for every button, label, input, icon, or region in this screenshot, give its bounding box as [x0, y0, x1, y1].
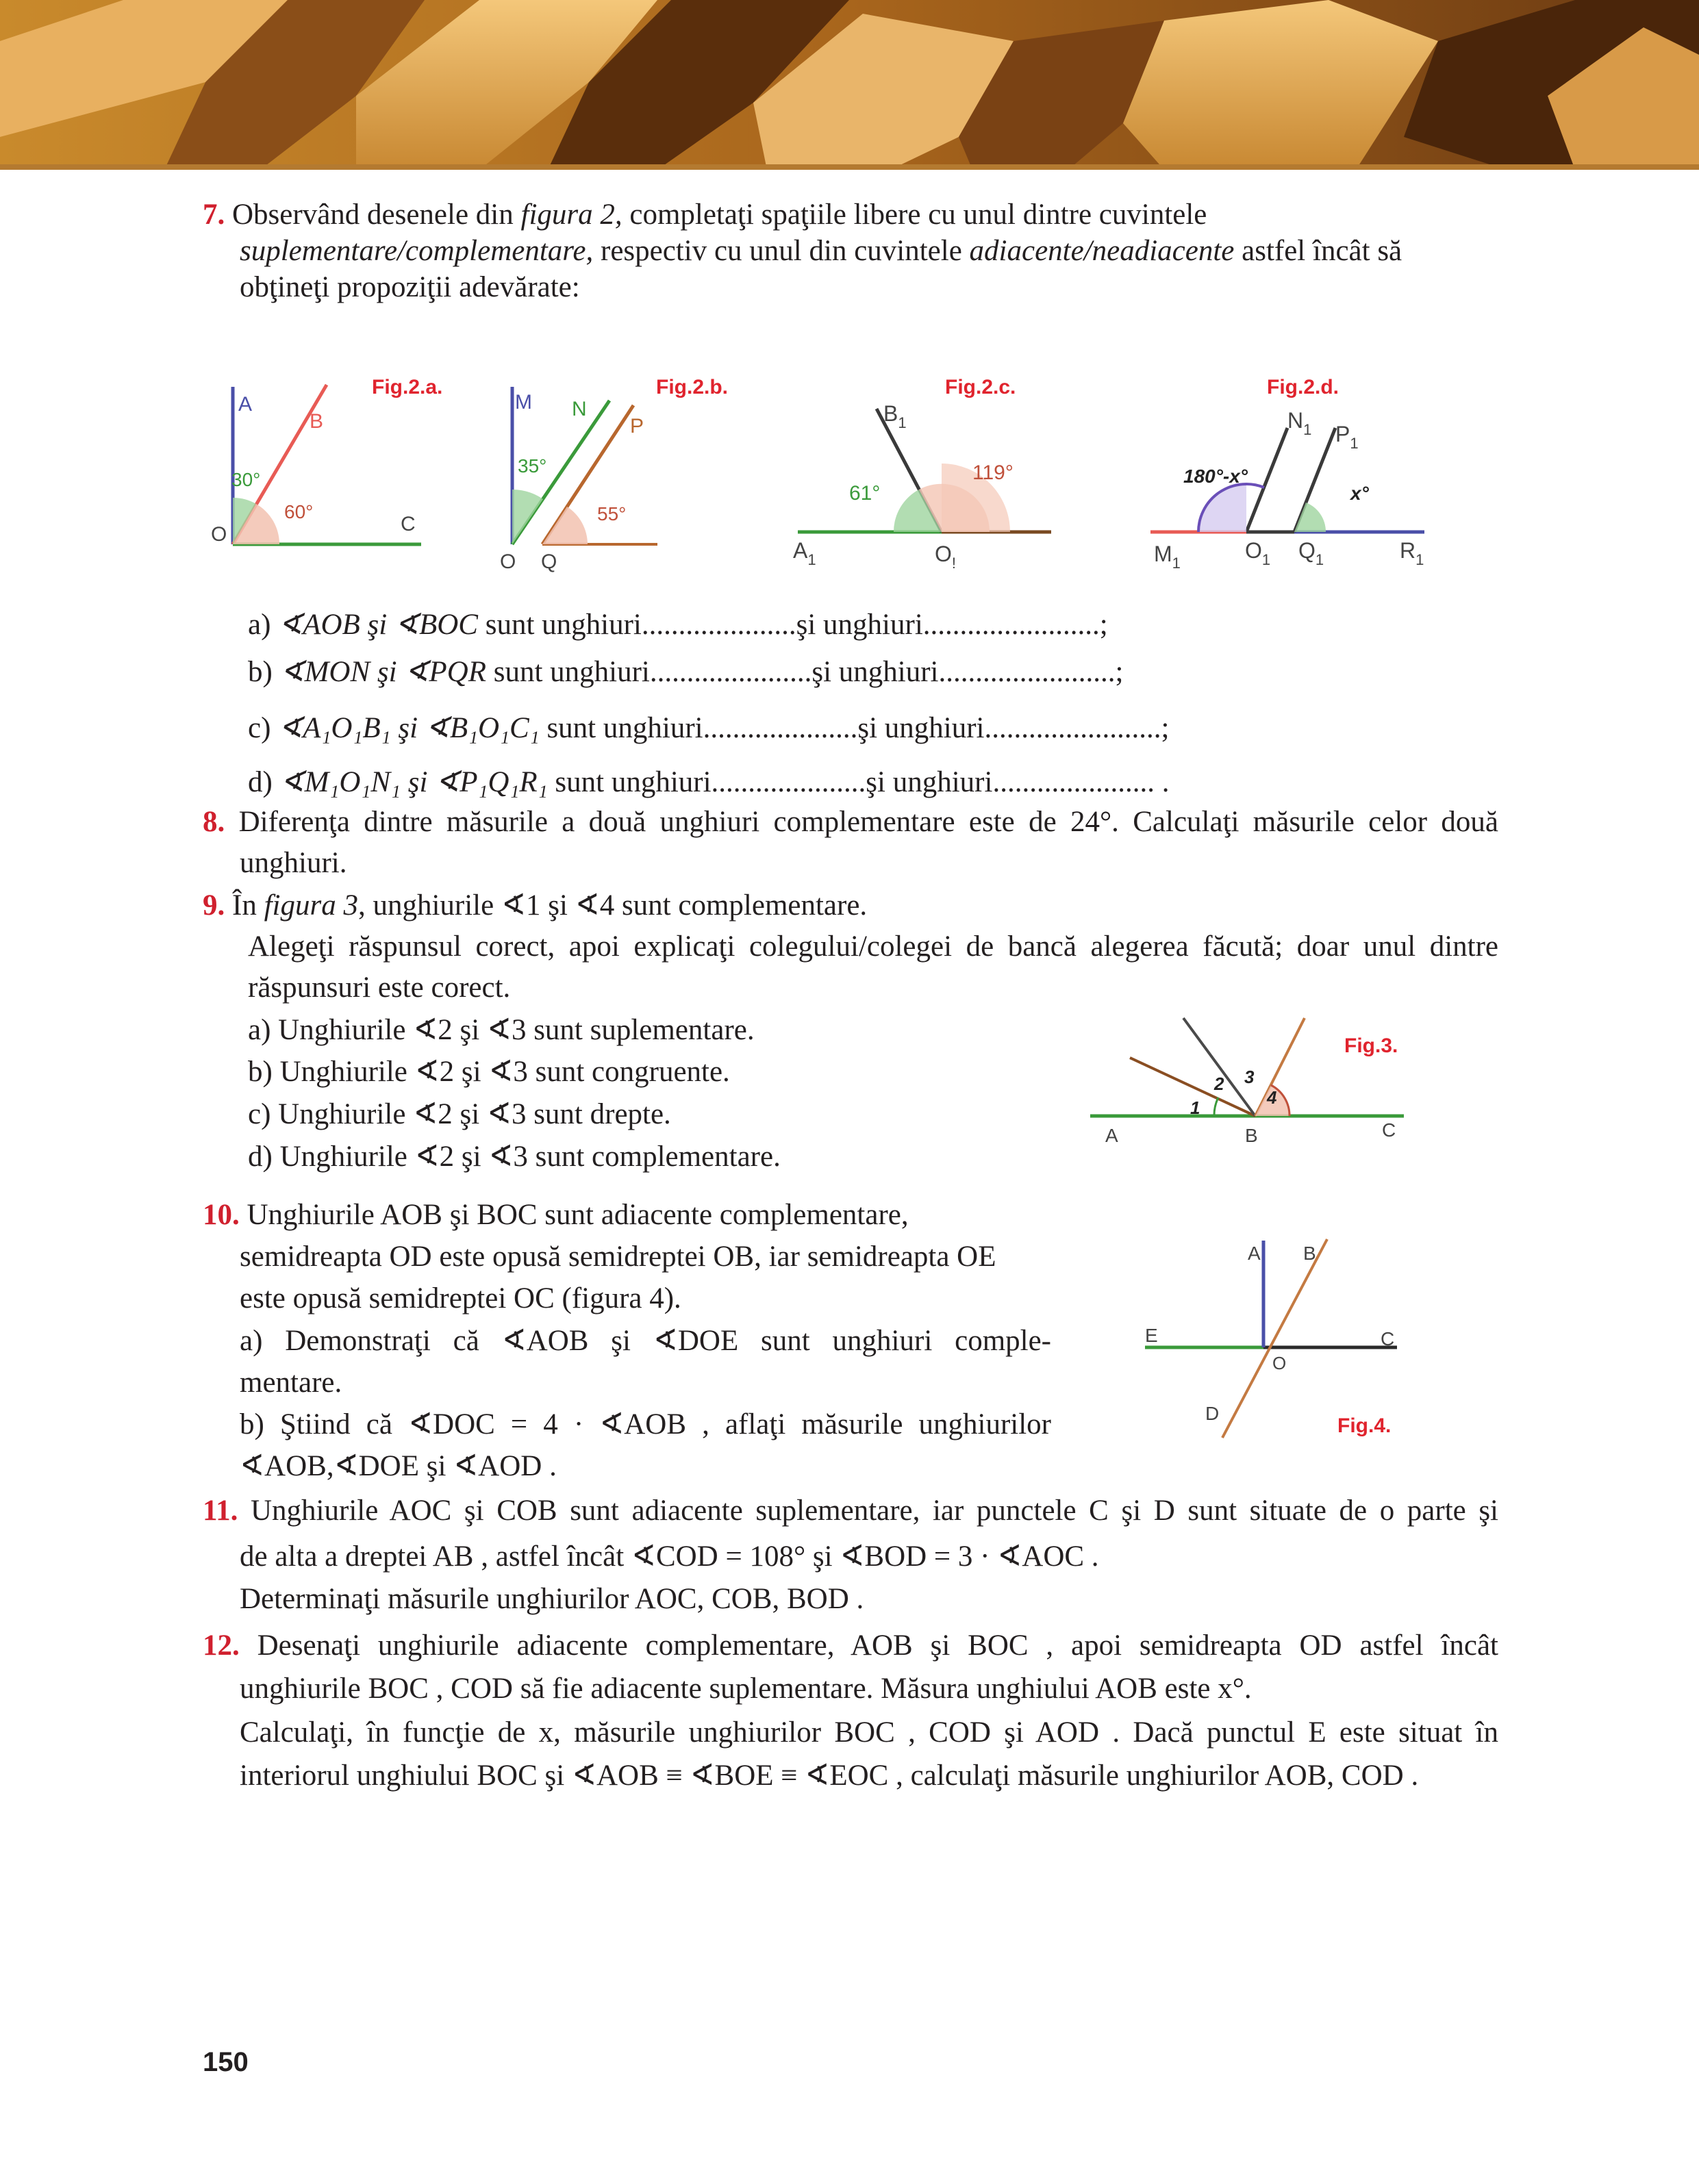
- page-number: 150: [203, 2047, 249, 2077]
- fig2b-label-m: M: [515, 391, 532, 414]
- fig3-label-c: C: [1382, 1119, 1396, 1141]
- ex11-line3: Determinaţi măsurile unghiurilor AOC, COB, BOD .: [240, 1583, 864, 1615]
- ex7-text: suplementare/complementare,: [240, 235, 594, 267]
- ex9-option-b: b) Unghiurile ∢2 şi ∢3 sunt congruente.: [248, 1056, 730, 1088]
- ex8-line1: 8. Diferenţa dintre măsurile a două unghiuri complementare este de 24°. Calculaţi măsurile celor două: [203, 806, 1499, 838]
- ex10-line1: 10. Unghiurile AOB şi BOC sunt adiacente complementare,: [203, 1199, 909, 1231]
- ex7-text: astfel încât să: [1234, 235, 1402, 267]
- fig3-title: Fig.3.: [1344, 1034, 1398, 1057]
- ex10-line2: semidreapta OD este opusă semidreptei OB, iar semidreapta OE: [240, 1241, 996, 1273]
- fig2d-label-m: $M_1$: [1154, 542, 1181, 572]
- fig2b-angle-2: 55°: [597, 503, 627, 524]
- ex7-line3: obţineţi propoziţii adevărate:: [240, 271, 580, 303]
- ex10-line6: b) Ştiind că ∢DOC = 4 · ∢AOB , aflaţi măsurile unghiurilor: [240, 1408, 1051, 1440]
- fig2d-title: Fig.2.d.: [1267, 376, 1339, 398]
- fig2d-label-r: $R_1$: [1400, 538, 1424, 568]
- fig4-label-b: B: [1303, 1243, 1316, 1264]
- fig4-label-d: D: [1205, 1403, 1220, 1424]
- fig2c-label-o: $O_!$: [935, 542, 957, 572]
- ex7-item-d: d) ∢M₁O₁N₁ şi ∢P₁Q₁R₁ sunt unghiuri.....................şi unghiuri...................... .: [248, 766, 1170, 798]
- ex9-number: 9.: [203, 889, 225, 922]
- ex11-number: 11.: [203, 1495, 238, 1527]
- fig2d-label-q: $Q_1$: [1298, 538, 1324, 568]
- ex11-line1: 11. Unghiurile AOC şi COB sunt adiacente suplementare, iar punctele C şi D sunt situate de o parte şi: [203, 1495, 1499, 1527]
- ex10-line5: mentare.: [240, 1367, 342, 1399]
- fig2b-title: Fig.2.b.: [656, 376, 728, 398]
- fig2b-label-q: Q: [541, 550, 557, 573]
- figure-2: [199, 370, 1445, 582]
- ex7-item-c: c) ∢A₁O₁B₁ şi ∢B₁O₁C₁ sunt unghiuri.....................şi unghiuri........................;: [248, 712, 1170, 744]
- fig4-label-c: C: [1381, 1328, 1395, 1349]
- fig2a-title: Fig.2.a.: [372, 376, 443, 398]
- fig2d-label-n: $N_1$: [1287, 408, 1312, 438]
- ex7-item-b: b) ∢MON şi ∢PQR sunt unghiuri......................şi unghiuri........................;: [248, 656, 1124, 688]
- ex7-number: 7.: [203, 199, 225, 231]
- fig2a-label-b: B: [310, 410, 324, 433]
- fig2c-label-b: $B_1$: [883, 401, 907, 431]
- ex9-option-c: c) Unghiurile ∢2 şi ∢3 sunt drepte.: [248, 1098, 671, 1130]
- ex10-line3: este opusă semidreptei OC (figura 4).: [240, 1282, 681, 1315]
- fig2c-angle-1: 61°: [849, 482, 881, 505]
- fig2b-angle-1: 35°: [518, 455, 547, 477]
- fig2c-angle-2: 119°: [972, 461, 1014, 484]
- fig2c: [793, 376, 1051, 572]
- fig3-angle-1: 1: [1190, 1097, 1200, 1118]
- fig2d-angle-1: 180°-x°: [1183, 466, 1248, 487]
- fig2a-label-a: A: [238, 393, 253, 416]
- ex7-text: figura 2,: [520, 199, 622, 231]
- ex9-line2: Alegeţi răspunsul corect, apoi explicaţi colegului/colegei de bancă alegerea făcută; doar unul dintre: [248, 930, 1498, 963]
- fig2a-angle-1: 30°: [231, 469, 261, 490]
- fig2d-label-o: $O_1$: [1245, 538, 1271, 568]
- fig2a-label-c: C: [401, 513, 416, 535]
- fig2a-angle-2: 60°: [284, 501, 314, 522]
- fig2b-label-o: O: [500, 550, 516, 573]
- fig2b: [500, 376, 728, 573]
- fig2d-angle-2: x°: [1350, 483, 1369, 504]
- ex12-number: 12.: [203, 1629, 240, 1662]
- fig4-label-o: O: [1272, 1353, 1287, 1373]
- figure-3: [1082, 1006, 1452, 1150]
- fig2d-label-p: $P_1$: [1335, 422, 1359, 452]
- fig2b-label-n: N: [572, 398, 587, 420]
- ex9-line1: 9. În figura 3, unghiurile ∢1 şi ∢4 sunt complementare.: [203, 889, 868, 922]
- fig3-angle-2: 2: [1214, 1074, 1224, 1094]
- fig4-label-e: E: [1145, 1325, 1158, 1346]
- ex7-text: respectiv cu unul din cuvintele: [593, 235, 970, 267]
- ex12-line1: 12. Desenaţi unghiurile adiacente complementare, AOB şi BOC , apoi semidreapta OD astfel încât: [203, 1629, 1498, 1662]
- ex8-line2: unghiuri.: [240, 847, 347, 879]
- fig3-angle-4: 4: [1267, 1087, 1277, 1108]
- ex10-line7: ∢AOB,∢DOE şi ∢AOD .: [240, 1450, 557, 1482]
- ex9-option-d: d) Unghiurile ∢2 şi ∢3 sunt complementare.: [248, 1141, 781, 1173]
- ex8-number: 8.: [203, 806, 225, 838]
- figure-4: [1137, 1232, 1438, 1445]
- ex7-text: Observând desenele din: [232, 199, 521, 231]
- ex7-item-a: a) ∢AOB şi ∢BOC sunt unghiuri.....................şi unghiuri........................;: [248, 609, 1108, 641]
- fig3-label-b: B: [1245, 1125, 1258, 1146]
- fig2a: [211, 376, 442, 546]
- ex7-text: completaţi spaţiile libere cu unul dintre cuvintele: [622, 199, 1207, 231]
- ex9-line3: răspunsuri este corect.: [248, 972, 511, 1004]
- fig2a-label-o: O: [211, 523, 227, 546]
- fig4-title: Fig.4.: [1337, 1414, 1392, 1437]
- ex11-line2: de alta a dreptei AB , astfel încât ∢COD = 108° şi ∢BOD = 3 · ∢AOC .: [240, 1540, 1099, 1573]
- ex10-line4: a) Demonstraţi că ∢AOB şi ∢DOE sunt unghiuri comple-: [240, 1325, 1051, 1357]
- ex10-number: 10.: [203, 1199, 240, 1231]
- ex12-line4: interiorul unghiului BOC şi ∢AOB ≡ ∢BOE ≡ ∢EOC , calculaţi măsurile unghiurilor AOB, COD .: [240, 1760, 1419, 1792]
- ex7-text: adiacente/neadiacente: [969, 235, 1235, 267]
- ex9-option-a: a) Unghiurile ∢2 şi ∢3 sunt suplementare.: [248, 1014, 755, 1046]
- fig2d: [1150, 376, 1424, 572]
- fig2c-title: Fig.2.c.: [945, 376, 1016, 398]
- fig2c-label-a: $A_1$: [793, 538, 816, 568]
- ex12-line3: Calculaţi, în funcţie de x, măsurile unghiurilor BOC , COD şi AOD . Dacă punctul E este situat în: [240, 1716, 1498, 1749]
- ex12-line2: unghiurile BOC , COD să fie adiacente suplementare. Măsura unghiului AOB este x°.: [240, 1673, 1252, 1705]
- header-banner: [0, 0, 1699, 170]
- fig4-label-a: A: [1248, 1243, 1261, 1264]
- fig3-label-a: A: [1105, 1125, 1118, 1146]
- fig2b-label-p: P: [630, 415, 644, 437]
- fig3-angle-3: 3: [1244, 1067, 1255, 1087]
